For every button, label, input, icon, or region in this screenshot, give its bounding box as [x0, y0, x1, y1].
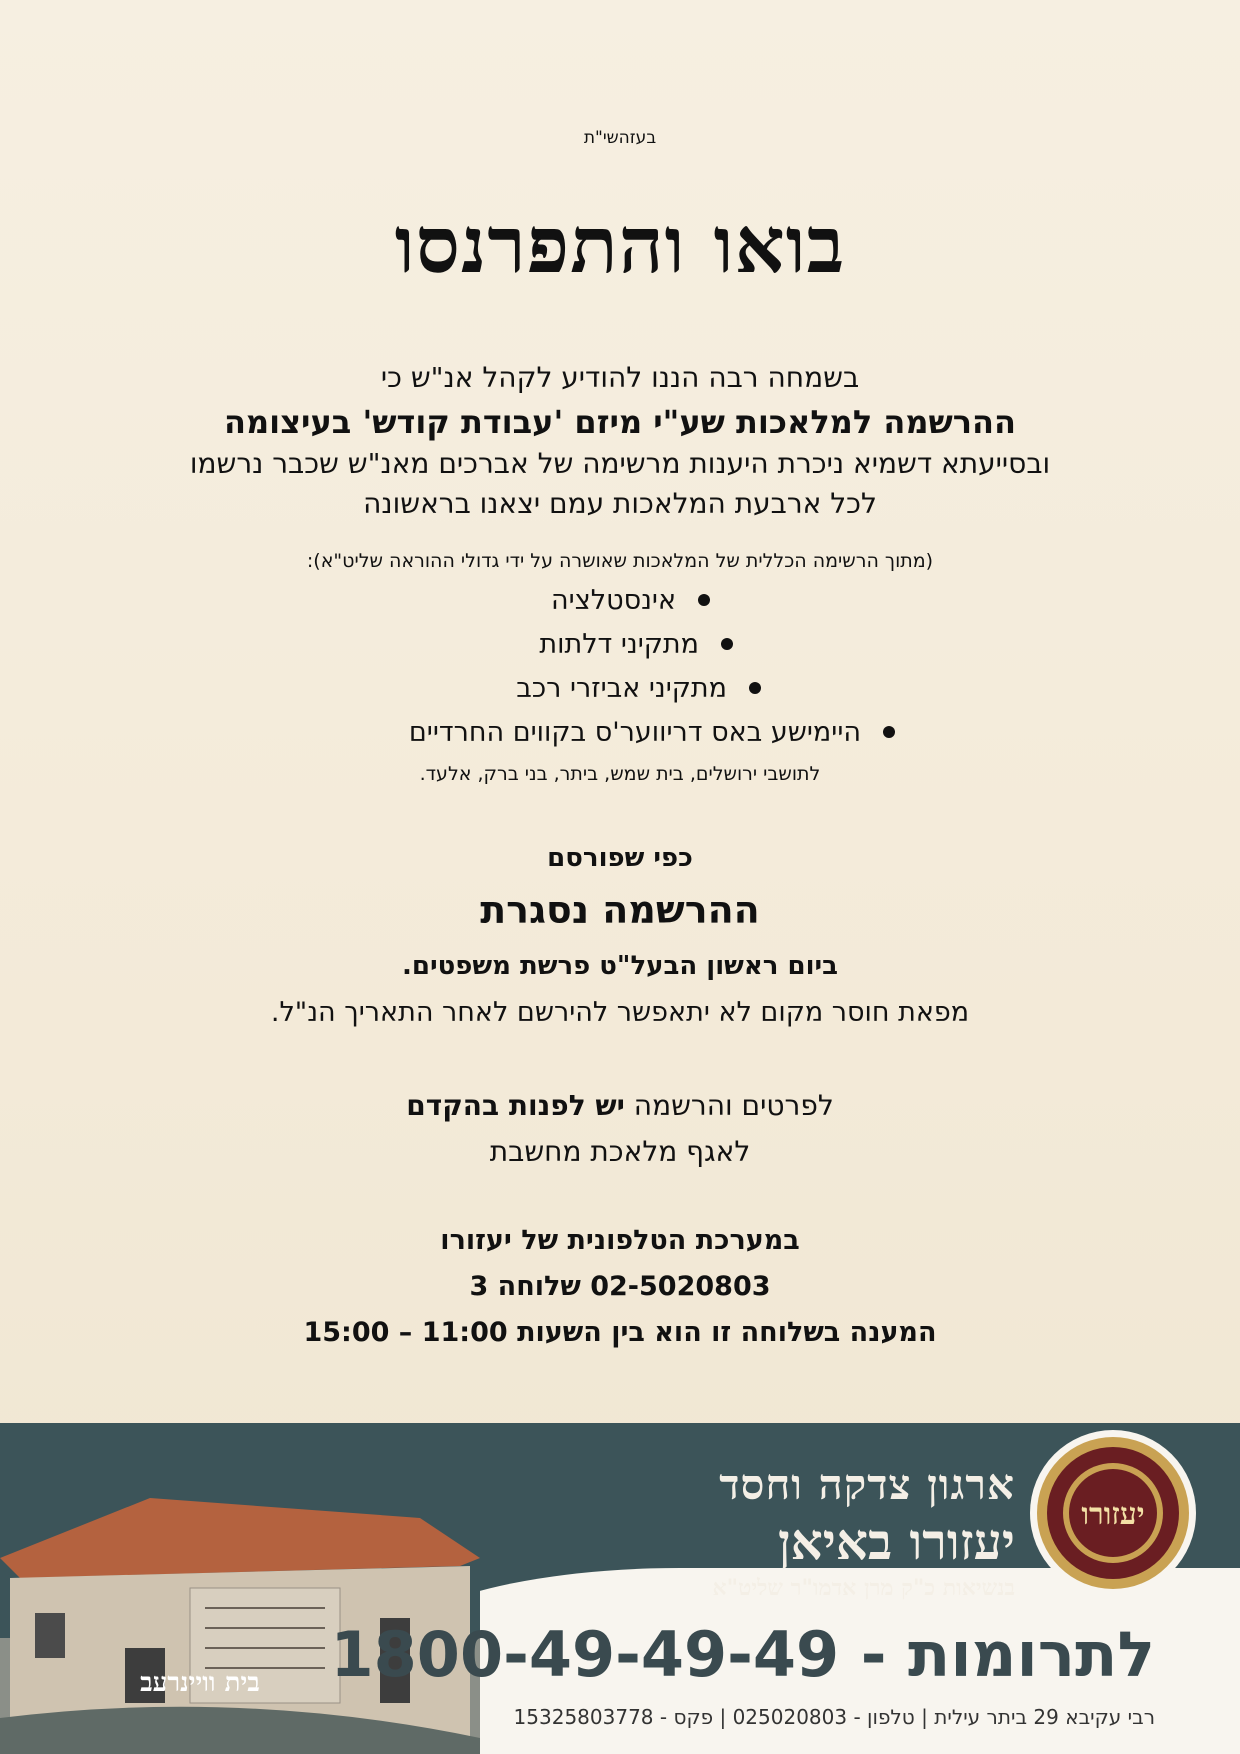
- registration-closed: ההרשמה נסגרת: [480, 888, 760, 932]
- intro-line-1: בשמחה רבה הננו להודיע לקהל אנ"ש כי: [380, 361, 860, 394]
- footer: [0, 1418, 1240, 1754]
- intro-block: [0, 358, 1240, 524]
- list-item: מתקיני דלתות: [539, 629, 733, 660]
- details-line-2: לאגף מלאכת מחשבת: [489, 1135, 751, 1168]
- building-label: בית וויינרעב: [140, 1668, 260, 1698]
- list-note: (מתוך הרשימה הכללית של המלאכות שאושרה על ידי גדולי ההוראה שליט"א):: [306, 550, 934, 572]
- address-line: רבי עקיבא 29 ביתר עילית | טלפון - 025020803 | פקס - 15325803778: [513, 1705, 1155, 1729]
- bullet-icon: [721, 638, 733, 650]
- org-name: יעזורו באיאן: [777, 1512, 1015, 1571]
- bullet-icon: [749, 682, 761, 694]
- list-item: מתקיני אביזרי רכב: [516, 673, 761, 704]
- seal-text: יעזורו: [1081, 1497, 1145, 1532]
- phone-line-1: במערכת הטלפונית של יעזורו: [440, 1225, 800, 1256]
- phone-hours: המענה בשלוחה זו הוא בין השעות 11:00 – 15:00: [303, 1317, 937, 1348]
- bullet-icon: [698, 594, 710, 606]
- phone-number: 02-5020803 שלוחה 3: [469, 1271, 771, 1302]
- closing-date: ביום ראשון הבעל"ט פרשת משפטים.: [401, 951, 839, 981]
- intro-line-4: לכל ארבעת המלאכות עמם יצאנו בראשונה: [363, 487, 877, 520]
- org-name-block: [712, 1460, 1015, 1601]
- cities-note: לתושבי ירושלים, בית שמש, ביתר, בני ברק, אלעד.: [419, 763, 821, 785]
- org-presidency: בנשיאות כ"ק מרן אדמו"ר שליט"א: [712, 1575, 1015, 1601]
- org-line-1: ארגון צדקה וחסד: [719, 1460, 1015, 1509]
- list-item: אינסטלציה: [551, 585, 710, 616]
- phone-block: [0, 1218, 1240, 1356]
- page-title: בואו והתפרנסו: [394, 200, 846, 291]
- org-seal-logo: [1028, 1428, 1198, 1598]
- details-bold: יש לפנות בהקדם: [406, 1089, 625, 1122]
- intro-line-2: ההרשמה למלאכות שע"י מיזם 'עבודת קודש' בעיצומה: [224, 403, 1016, 441]
- list-item: היימישע באס דריווער'ס בקווים החרדיים: [409, 717, 895, 748]
- intro-line-3: ובסייעתא דשמיא ניכרת היענות מרשימה של אברכים מאנ"ש שכבר נרשמו: [189, 447, 1051, 480]
- donation-line: לתרומות - 1800-49-49-49: [330, 1618, 1155, 1691]
- bs-header: בעזהשי"ת: [583, 128, 657, 148]
- details-block: [0, 1083, 1240, 1175]
- details-line-1: לפרטים והרשמה יש לפנות בהקדם: [406, 1089, 834, 1122]
- bullet-icon: [883, 726, 895, 738]
- no-space-note: מפאת חוסר מקום לא יתאפשר להירשם לאחר התאריך הנ"ל.: [270, 997, 970, 1028]
- as-published: כפי שפורסם: [547, 843, 693, 873]
